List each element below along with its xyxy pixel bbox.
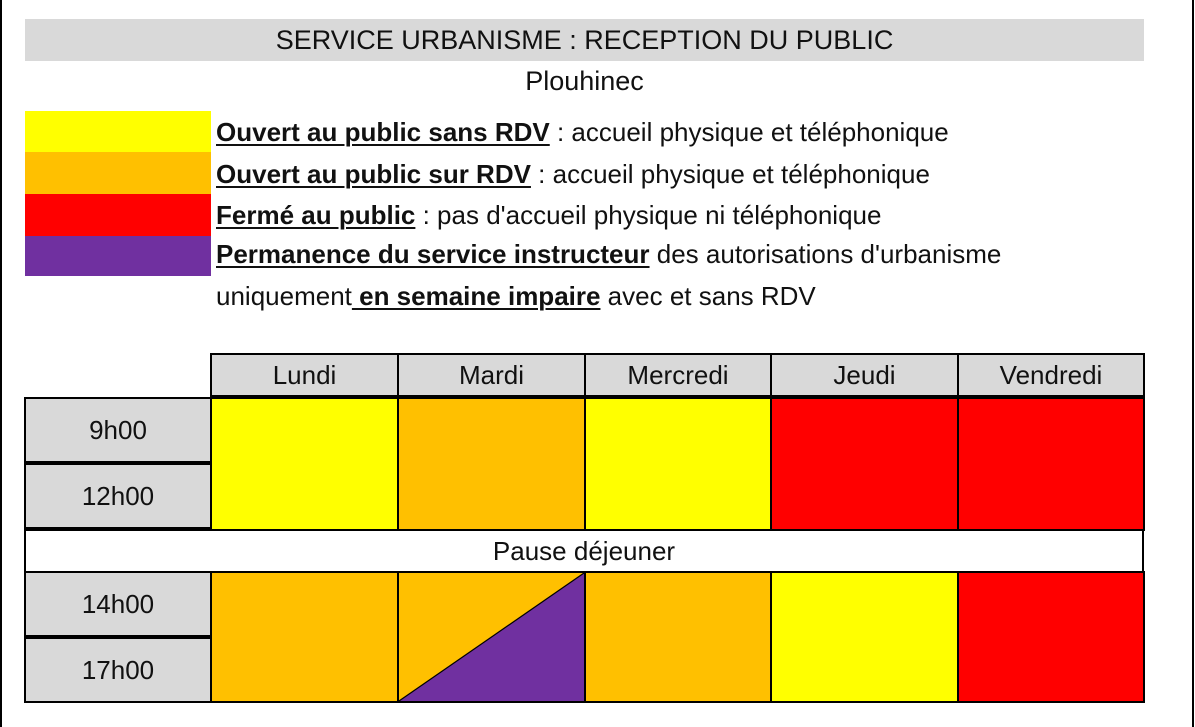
time-label-9h00: 9h00: [24, 397, 212, 463]
legend-swatch-yellow: [25, 111, 211, 152]
legend-item: [216, 157, 930, 191]
afternoon-slot-mercredi: [584, 571, 772, 703]
legend-item-label: Fermé au public: [216, 200, 416, 230]
legend-continuation: [216, 279, 816, 313]
legend-continuation-prefix: uniquement: [216, 281, 352, 311]
legend-item-label: Ouvert au public sans RDV: [216, 117, 550, 147]
legend-item-description: : pas d'accueil physique ni téléphonique: [415, 200, 882, 230]
afternoon-slot-lundi: [210, 571, 399, 703]
page-border-right: [1192, 0, 1194, 727]
page-title: SERVICE URBANISME : RECEPTION DU PUBLIC: [25, 19, 1144, 61]
afternoon-slot-jeudi: [770, 571, 959, 703]
legend-item-description: : accueil physique et téléphonique: [549, 117, 949, 147]
split-slot-graphic: [399, 573, 584, 701]
time-label-17h00: 17h00: [24, 637, 212, 703]
time-label-14h00: 14h00: [24, 571, 212, 637]
day-header-mardi: Mardi: [397, 353, 586, 397]
legend-swatch-purple: [25, 236, 211, 276]
lunch-break-row: Pause déjeuner: [24, 529, 1144, 573]
day-header-lundi: Lundi: [210, 353, 399, 397]
legend-item: [216, 115, 949, 149]
afternoon-slot-vendredi: [957, 571, 1145, 703]
legend-continuation-suffix: avec et sans RDV: [600, 281, 816, 311]
morning-slot-mercredi: [584, 397, 772, 531]
legend-item: [216, 198, 881, 232]
page-subtitle: Plouhinec: [525, 66, 644, 96]
legend-swatch-red: [25, 194, 211, 236]
legend-item: [216, 237, 1001, 271]
legend-swatch-orange: [25, 152, 211, 194]
legend-item-description: des autorisations d'urbanisme: [649, 239, 1002, 269]
legend-continuation-bold: en semaine impaire: [351, 281, 601, 311]
legend-item-description: : accueil physique et téléphonique: [530, 159, 930, 189]
morning-slot-jeudi: [770, 397, 959, 531]
morning-slot-lundi: [210, 397, 399, 531]
legend-item-label: Ouvert au public sur RDV: [216, 159, 531, 189]
legend-item-label: Permanence du service instructeur: [216, 239, 650, 269]
morning-slot-mardi: [397, 397, 586, 531]
day-header-jeudi: Jeudi: [770, 353, 959, 397]
day-header-vendredi: Vendredi: [957, 353, 1145, 397]
time-label-12h00: 12h00: [24, 463, 212, 529]
morning-slot-vendredi: [957, 397, 1145, 531]
page-border-left: [0, 0, 2, 727]
day-header-mercredi: Mercredi: [584, 353, 772, 397]
afternoon-slot-mardi: [397, 571, 586, 703]
